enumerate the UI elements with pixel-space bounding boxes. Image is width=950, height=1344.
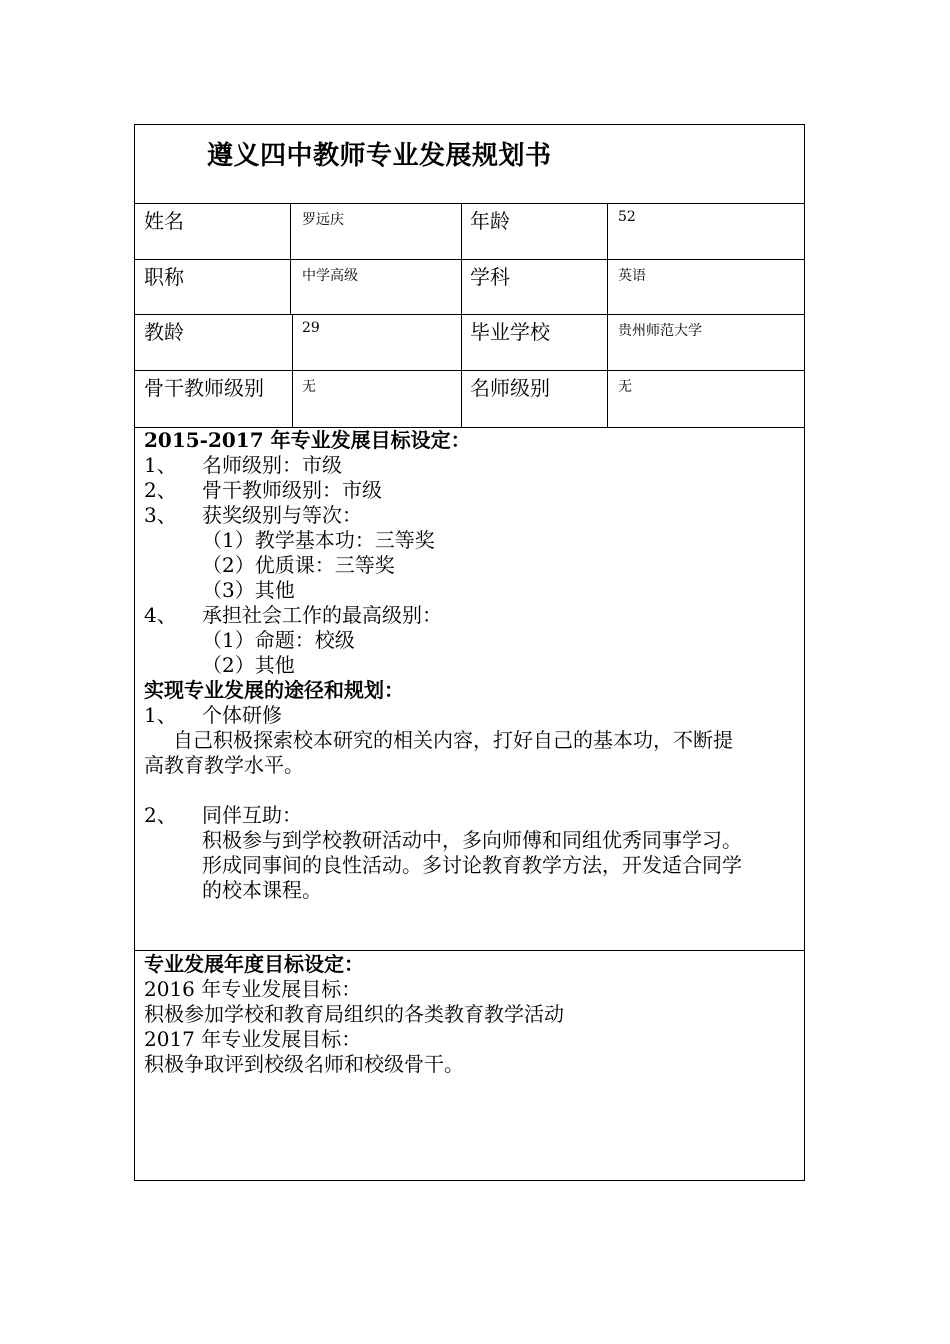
page-title: 遵义四中教师专业发展规划书 [207,141,552,171]
goal-subitem: （2）优质课：三等奖 [202,553,395,577]
col-divider [461,203,462,427]
goals-heading: 2015-2017 年专业发展目标设定： [144,428,471,452]
age-label: 年龄 [470,209,510,233]
name-value: 罗远庆 [302,212,344,228]
goal-item: 3、 获奖级别与等次： [144,503,362,527]
goal-item: 1、 名师级别：市级 [144,453,342,477]
goal-subitem: （1）教学基本功：三等奖 [202,528,435,552]
rank-value: 中学高级 [302,268,358,284]
row-divider [135,950,804,951]
col-divider [292,314,293,427]
age-value: 52 [618,209,636,225]
subject-label: 学科 [470,265,510,289]
subject-value: 英语 [618,268,646,284]
approach-text: 自己积极探索校本研究的相关内容，打好自己的基本功，不断提 [173,728,733,752]
school-label: 毕业学校 [470,320,550,344]
goal-item: 4、 承担社会工作的最高级别： [144,603,442,627]
approach-item: 2、 同伴互助： [144,803,302,827]
annual-2017-label: 2017 年专业发展目标： [144,1027,362,1051]
approach-text: 形成同事间的良性活动。多讨论教育教学方法，开发适合同学 [202,853,742,877]
famous-value: 无 [618,379,632,395]
annual-2016-label: 2016 年专业发展目标： [144,977,362,1001]
school-value: 贵州师范大学 [618,323,702,339]
col-divider [607,203,608,427]
teach-age-label: 教龄 [144,320,184,344]
backbone-label: 骨干教师级别 [144,376,264,400]
name-label: 姓名 [144,209,184,233]
approach-text: 的校本课程。 [202,878,322,902]
approach-item: 1、 个体研修 [144,703,282,727]
approach-heading: 实现专业发展的途径和规划： [144,678,404,702]
annual-2017-text: 积极争取评到校级名师和校级骨干。 [144,1052,464,1076]
planning-form [134,124,805,1181]
goals-section [144,428,742,903]
goal-subitem: （2）其他 [202,653,295,677]
approach-text: 积极参与到学校教研活动中，多向师傅和同组优秀同事学习。 [202,828,742,852]
annual-section [144,952,564,1077]
teach-age-value: 29 [302,320,320,336]
row-divider [135,314,804,315]
approach-text: 高教育教学水平。 [144,753,304,777]
row-divider [135,370,804,371]
rank-label: 职称 [144,265,184,289]
backbone-value: 无 [302,379,316,395]
spacer [144,778,742,803]
col-divider [290,203,291,315]
goal-item: 2、 骨干教师级别：市级 [144,478,382,502]
annual-2016-text: 积极参加学校和教育局组织的各类教育教学活动 [144,1002,564,1026]
goal-subitem: （3）其他 [202,578,295,602]
row-divider [135,203,804,204]
row-divider [135,259,804,260]
annual-heading: 专业发展年度目标设定： [144,952,364,976]
famous-label: 名师级别 [470,376,550,400]
goal-subitem: （1）命题：校级 [202,628,355,652]
